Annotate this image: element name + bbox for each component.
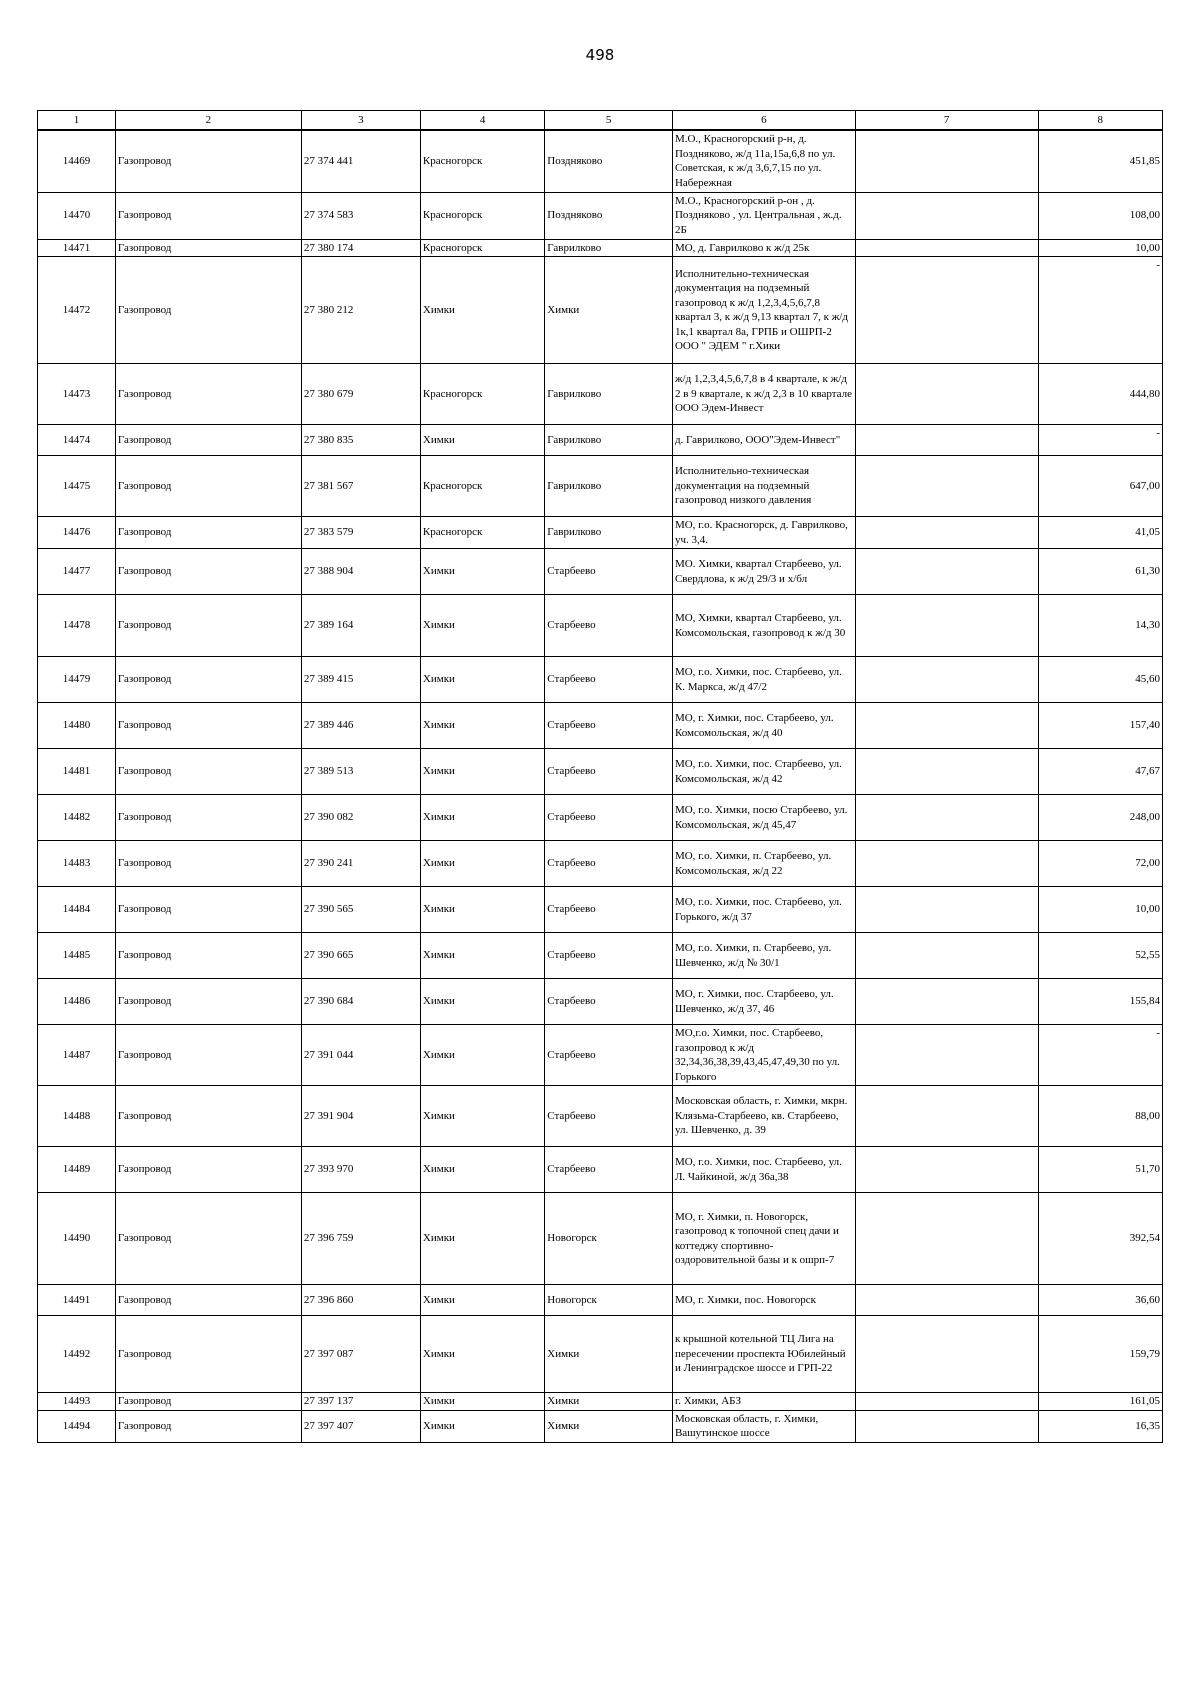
object-name-cell: Газопровод [115, 257, 301, 364]
row-number-cell: 14474 [38, 425, 116, 456]
district-cell: Химки [420, 657, 544, 703]
district-cell: Красногорск [420, 192, 544, 239]
object-name-cell: Газопровод [115, 1086, 301, 1147]
district-cell: Химки [420, 1393, 544, 1411]
locality-cell: Гаврилково [545, 517, 673, 549]
address-cell: МО, г. Химки, п. Новогорск, газопровод к топочной спец дачи и коттеджу спортивно-оздоровительной базы и к ошрп-7 [672, 1193, 855, 1285]
address-cell: МО, д. Гаврилково к ж/д 25к [672, 239, 855, 257]
object-name-cell: Газопровод [115, 425, 301, 456]
table-row [38, 257, 1163, 364]
table-row [38, 1193, 1163, 1285]
column-7-cell [855, 239, 1038, 257]
object-name-cell: Газопровод [115, 933, 301, 979]
table-row [38, 595, 1163, 657]
column-7-cell [855, 1193, 1038, 1285]
column-7-cell [855, 887, 1038, 933]
address-cell: МО,г.о. Химки, пос. Старбеево, газопровод к ж/д 32,34,36,38,39,43,45,47,49,30 по ул. Горького [672, 1025, 855, 1086]
length-value-cell: 392,54 [1038, 1193, 1162, 1285]
row-number-cell: 14475 [38, 456, 116, 517]
length-value-cell: - [1038, 1025, 1162, 1086]
row-number-cell: 14490 [38, 1193, 116, 1285]
length-value-cell: 16,35 [1038, 1410, 1162, 1442]
table-row [38, 657, 1163, 703]
table-row [38, 1316, 1163, 1393]
district-cell: Химки [420, 979, 544, 1025]
inventory-code-cell: 27 396 759 [301, 1193, 420, 1285]
district-cell: Красногорск [420, 517, 544, 549]
address-cell: МО, г.о. Химки, пос. Старбеево, ул. К. Маркса, ж/д 47/2 [672, 657, 855, 703]
column-7-cell [855, 257, 1038, 364]
table-row [38, 239, 1163, 257]
district-cell: Химки [420, 549, 544, 595]
table-row [38, 1285, 1163, 1316]
length-value-cell: 14,30 [1038, 595, 1162, 657]
inventory-code-cell: 27 388 904 [301, 549, 420, 595]
row-number-cell: 14493 [38, 1393, 116, 1411]
locality-cell: Старбеево [545, 1086, 673, 1147]
address-cell: МО, г.о. Химки, посю Старбеево, ул. Комсомольская, ж/д 45,47 [672, 795, 855, 841]
column-7-cell [855, 795, 1038, 841]
column-7-cell [855, 1025, 1038, 1086]
locality-cell: Гаврилково [545, 425, 673, 456]
length-value-cell: 72,00 [1038, 841, 1162, 887]
inventory-code-cell: 27 389 164 [301, 595, 420, 657]
inventory-code-cell: 27 381 567 [301, 456, 420, 517]
length-value-cell: 10,00 [1038, 887, 1162, 933]
locality-cell: Старбеево [545, 933, 673, 979]
locality-cell: Гаврилково [545, 456, 673, 517]
district-cell: Химки [420, 1147, 544, 1193]
object-name-cell: Газопровод [115, 887, 301, 933]
address-cell: МО, г.о. Химки, п. Старбеево, ул. Комсомольская, ж/д 22 [672, 841, 855, 887]
register-table [37, 110, 1163, 1443]
row-number-cell: 14476 [38, 517, 116, 549]
row-number-cell: 14486 [38, 979, 116, 1025]
column-7-cell [855, 364, 1038, 425]
object-name-cell: Газопровод [115, 1193, 301, 1285]
column-7-cell [855, 192, 1038, 239]
length-value-cell: 47,67 [1038, 749, 1162, 795]
length-value-cell: 647,00 [1038, 456, 1162, 517]
table-row [38, 795, 1163, 841]
table-row [38, 192, 1163, 239]
locality-cell: Старбеево [545, 703, 673, 749]
column-header: 1 [38, 111, 116, 131]
row-number-cell: 14491 [38, 1285, 116, 1316]
object-name-cell: Газопровод [115, 192, 301, 239]
locality-cell: Старбеево [545, 795, 673, 841]
row-number-cell: 14488 [38, 1086, 116, 1147]
address-cell: МО, г. Химки, пос. Старбеево, ул. Шевченко, ж/д 37, 46 [672, 979, 855, 1025]
inventory-code-cell: 27 391 044 [301, 1025, 420, 1086]
locality-cell: Поздняково [545, 192, 673, 239]
column-header: 8 [1038, 111, 1162, 131]
object-name-cell: Газопровод [115, 517, 301, 549]
locality-cell: Новогорск [545, 1285, 673, 1316]
locality-cell: Новогорск [545, 1193, 673, 1285]
column-7-cell [855, 130, 1038, 192]
address-cell: МО, г.о. Красногорск, д. Гаврилково, уч. 3,4. [672, 517, 855, 549]
address-cell: Исполнительно-техническая документация на подземный газопровод к ж/д 1,2,3,4,5,6,7,8 квартал 3, к ж/д 9,13 квартал 7, к ж/д 1к,1 квартал 8а, ГРПБ и ОШРП-2 ООО " ЭДЕМ " г.Хики [672, 257, 855, 364]
district-cell: Химки [420, 1025, 544, 1086]
district-cell: Химки [420, 425, 544, 456]
column-7-cell [855, 933, 1038, 979]
table-row [38, 549, 1163, 595]
inventory-code-cell: 27 389 513 [301, 749, 420, 795]
row-number-cell: 14487 [38, 1025, 116, 1086]
object-name-cell: Газопровод [115, 595, 301, 657]
inventory-code-cell: 27 389 446 [301, 703, 420, 749]
inventory-code-cell: 27 380 835 [301, 425, 420, 456]
address-cell: МО. Химки, квартал Старбеево, ул. Свердлова, к ж/д 29/3 и х/бл [672, 549, 855, 595]
row-number-cell: 14494 [38, 1410, 116, 1442]
column-header: 6 [672, 111, 855, 131]
address-cell: МО, г.о. Химки, пос. Старбеево, ул. Горького, ж/д 37 [672, 887, 855, 933]
column-7-cell [855, 1086, 1038, 1147]
table-row [38, 749, 1163, 795]
column-7-cell [855, 1316, 1038, 1393]
inventory-code-cell: 27 396 860 [301, 1285, 420, 1316]
district-cell: Химки [420, 1086, 544, 1147]
length-value-cell: 155,84 [1038, 979, 1162, 1025]
locality-cell: Старбеево [545, 749, 673, 795]
column-7-cell [855, 1410, 1038, 1442]
row-number-cell: 14482 [38, 795, 116, 841]
column-7-cell [855, 595, 1038, 657]
length-value-cell: - [1038, 257, 1162, 364]
locality-cell: Старбеево [545, 1147, 673, 1193]
page-number: 498 [585, 46, 615, 64]
district-cell: Химки [420, 933, 544, 979]
length-value-cell: 36,60 [1038, 1285, 1162, 1316]
length-value-cell: 248,00 [1038, 795, 1162, 841]
row-number-cell: 14472 [38, 257, 116, 364]
district-cell: Красногорск [420, 456, 544, 517]
length-value-cell: 10,00 [1038, 239, 1162, 257]
inventory-code-cell: 27 390 665 [301, 933, 420, 979]
object-name-cell: Газопровод [115, 979, 301, 1025]
column-header: 5 [545, 111, 673, 131]
column-7-cell [855, 1393, 1038, 1411]
object-name-cell: Газопровод [115, 1393, 301, 1411]
object-name-cell: Газопровод [115, 749, 301, 795]
column-7-cell [855, 456, 1038, 517]
object-name-cell: Газопровод [115, 364, 301, 425]
inventory-code-cell: 27 397 087 [301, 1316, 420, 1393]
object-name-cell: Газопровод [115, 130, 301, 192]
column-header: 2 [115, 111, 301, 131]
address-cell: Московская область, г. Химки, Вашутинское шоссе [672, 1410, 855, 1442]
table-row [38, 364, 1163, 425]
locality-cell: Химки [545, 1316, 673, 1393]
object-name-cell: Газопровод [115, 1285, 301, 1316]
address-cell: г. Химки, АБЗ [672, 1393, 855, 1411]
locality-cell: Гаврилково [545, 239, 673, 257]
address-cell: МО, г.о. Химки, пос. Старбеево, ул. Л. Чайкиной, ж/д 36а,38 [672, 1147, 855, 1193]
column-7-cell [855, 1147, 1038, 1193]
column-7-cell [855, 841, 1038, 887]
object-name-cell: Газопровод [115, 1147, 301, 1193]
district-cell: Химки [420, 887, 544, 933]
column-number-header-row [38, 111, 1163, 131]
district-cell: Химки [420, 703, 544, 749]
table-row [38, 933, 1163, 979]
inventory-code-cell: 27 390 082 [301, 795, 420, 841]
locality-cell: Старбеево [545, 657, 673, 703]
inventory-code-cell: 27 397 137 [301, 1393, 420, 1411]
length-value-cell: 52,55 [1038, 933, 1162, 979]
locality-cell: Старбеево [545, 595, 673, 657]
address-cell: МО, Химки, квартал Старбеево, ул. Комсомольская, газопровод к ж/д 30 [672, 595, 855, 657]
row-number-cell: 14480 [38, 703, 116, 749]
locality-cell: Поздняково [545, 130, 673, 192]
table-row [38, 130, 1163, 192]
length-value-cell: 108,00 [1038, 192, 1162, 239]
length-value-cell: 444,80 [1038, 364, 1162, 425]
district-cell: Красногорск [420, 239, 544, 257]
column-7-cell [855, 517, 1038, 549]
column-7-cell [855, 979, 1038, 1025]
row-number-cell: 14469 [38, 130, 116, 192]
address-cell: Московская область, г. Химки, мкрн. Клязьма-Старбеево, кв. Старбеево, ул. Шевченко, д. 39 [672, 1086, 855, 1147]
table-row [38, 1025, 1163, 1086]
inventory-code-cell: 27 374 583 [301, 192, 420, 239]
inventory-code-cell: 27 393 970 [301, 1147, 420, 1193]
length-value-cell: 45,60 [1038, 657, 1162, 703]
address-cell: М.О., Красногорский р-н, д. Поздняково, ж/д 11а,15а,6,8 по ул. Советская, к ж/д 3,6,7,15 по ул. Набережная [672, 130, 855, 192]
inventory-code-cell: 27 380 174 [301, 239, 420, 257]
length-value-cell: 41,05 [1038, 517, 1162, 549]
length-value-cell: 88,00 [1038, 1086, 1162, 1147]
row-number-cell: 14478 [38, 595, 116, 657]
object-name-cell: Газопровод [115, 1025, 301, 1086]
inventory-code-cell: 27 389 415 [301, 657, 420, 703]
district-cell: Химки [420, 749, 544, 795]
row-number-cell: 14485 [38, 933, 116, 979]
inventory-code-cell: 27 391 904 [301, 1086, 420, 1147]
length-value-cell: 159,79 [1038, 1316, 1162, 1393]
object-name-cell: Газопровод [115, 1410, 301, 1442]
inventory-code-cell: 27 397 407 [301, 1410, 420, 1442]
district-cell: Химки [420, 595, 544, 657]
object-name-cell: Газопровод [115, 795, 301, 841]
district-cell: Химки [420, 1193, 544, 1285]
table-row [38, 1393, 1163, 1411]
row-number-cell: 14484 [38, 887, 116, 933]
column-header: 3 [301, 111, 420, 131]
row-number-cell: 14473 [38, 364, 116, 425]
column-7-cell [855, 657, 1038, 703]
row-number-cell: 14492 [38, 1316, 116, 1393]
row-number-cell: 14489 [38, 1147, 116, 1193]
inventory-code-cell: 27 380 212 [301, 257, 420, 364]
district-cell: Химки [420, 795, 544, 841]
address-cell: М.О., Красногорский р-он , д. Поздняково , ул. Центральная , ж.д. 2Б [672, 192, 855, 239]
object-name-cell: Газопровод [115, 549, 301, 595]
column-7-cell [855, 703, 1038, 749]
object-name-cell: Газопровод [115, 657, 301, 703]
table-row [38, 887, 1163, 933]
locality-cell: Химки [545, 257, 673, 364]
row-number-cell: 14481 [38, 749, 116, 795]
table-row [38, 456, 1163, 517]
locality-cell: Химки [545, 1410, 673, 1442]
row-number-cell: 14483 [38, 841, 116, 887]
table-row [38, 841, 1163, 887]
locality-cell: Химки [545, 1393, 673, 1411]
inventory-code-cell: 27 383 579 [301, 517, 420, 549]
object-name-cell: Газопровод [115, 703, 301, 749]
address-cell: д. Гаврилково, ООО"Эдем-Инвест" [672, 425, 855, 456]
table-row [38, 517, 1163, 549]
address-cell: МО, г. Химки, пос. Новогорск [672, 1285, 855, 1316]
row-number-cell: 14477 [38, 549, 116, 595]
object-name-cell: Газопровод [115, 239, 301, 257]
length-value-cell: 451,85 [1038, 130, 1162, 192]
inventory-code-cell: 27 380 679 [301, 364, 420, 425]
length-value-cell: 61,30 [1038, 549, 1162, 595]
column-7-cell [855, 1285, 1038, 1316]
object-name-cell: Газопровод [115, 841, 301, 887]
address-cell: ж/д 1,2,3,4,5,6,7,8 в 4 квартале, к ж/д 2 в 9 квартале, к ж/д 2,3 в 10 квартале ООО Эдем-Инвест [672, 364, 855, 425]
table-row [38, 979, 1163, 1025]
row-number-cell: 14479 [38, 657, 116, 703]
row-number-cell: 14470 [38, 192, 116, 239]
column-7-cell [855, 549, 1038, 595]
length-value-cell: 157,40 [1038, 703, 1162, 749]
object-name-cell: Газопровод [115, 1316, 301, 1393]
length-value-cell: - [1038, 425, 1162, 456]
inventory-code-cell: 27 390 684 [301, 979, 420, 1025]
locality-cell: Старбеево [545, 979, 673, 1025]
row-number-cell: 14471 [38, 239, 116, 257]
address-cell: Исполнительно-техническая документация на подземный газопровод низкого давления [672, 456, 855, 517]
district-cell: Химки [420, 257, 544, 364]
table-row [38, 1086, 1163, 1147]
locality-cell: Старбеево [545, 841, 673, 887]
column-7-cell [855, 749, 1038, 795]
table-row [38, 1147, 1163, 1193]
district-cell: Химки [420, 1285, 544, 1316]
column-header: 4 [420, 111, 544, 131]
locality-cell: Старбеево [545, 549, 673, 595]
district-cell: Химки [420, 841, 544, 887]
locality-cell: Гаврилково [545, 364, 673, 425]
address-cell: МО, г.о. Химки, п. Старбеево, ул. Шевченко, ж/д № 30/1 [672, 933, 855, 979]
address-cell: к крышной котельной ТЦ Лига на пересечении проспекта Юбилейный и Ленинградское шоссе и ГРП-22 [672, 1316, 855, 1393]
district-cell: Химки [420, 1410, 544, 1442]
length-value-cell: 51,70 [1038, 1147, 1162, 1193]
object-name-cell: Газопровод [115, 456, 301, 517]
address-cell: МО, г. Химки, пос. Старбеево, ул. Комсомольская, ж/д 40 [672, 703, 855, 749]
district-cell: Красногорск [420, 364, 544, 425]
length-value-cell: 161,05 [1038, 1393, 1162, 1411]
table-row [38, 1410, 1163, 1442]
address-cell: МО, г.о. Химки, пос. Старбеево, ул. Комсомольская, ж/д 42 [672, 749, 855, 795]
column-7-cell [855, 425, 1038, 456]
locality-cell: Старбеево [545, 1025, 673, 1086]
inventory-code-cell: 27 374 441 [301, 130, 420, 192]
table-row [38, 703, 1163, 749]
table-row [38, 425, 1163, 456]
inventory-code-cell: 27 390 241 [301, 841, 420, 887]
district-cell: Красногорск [420, 130, 544, 192]
district-cell: Химки [420, 1316, 544, 1393]
locality-cell: Старбеево [545, 887, 673, 933]
column-header: 7 [855, 111, 1038, 131]
inventory-code-cell: 27 390 565 [301, 887, 420, 933]
